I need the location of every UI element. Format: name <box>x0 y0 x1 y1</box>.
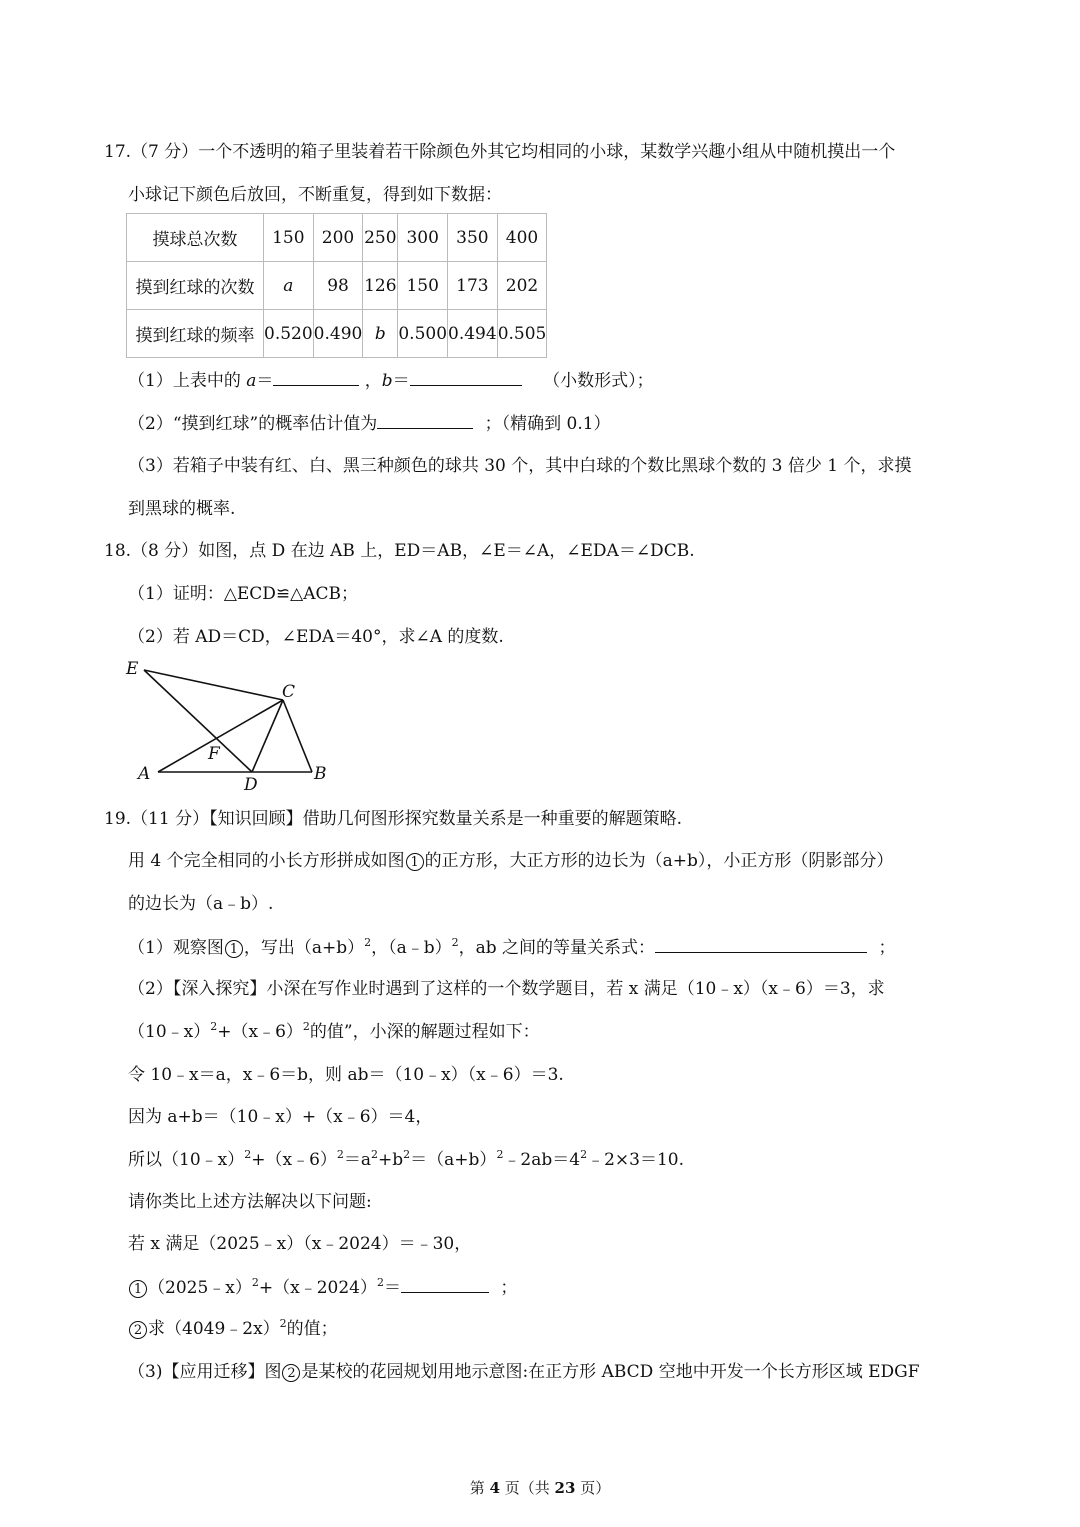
table-cell: 摸到红球的次数 <box>127 262 264 310</box>
q19-line8: 因为 a+b＝（10﹣x）+（x﹣6）＝4， <box>128 1107 433 1127</box>
q19-line3: 的边长为（a﹣b）. <box>128 894 274 914</box>
segment-DC <box>252 700 283 772</box>
q19-line14: （3)【应用迁移】图 2 是某校的花园规划用地示意图:在正方形 ABCD 空地中开发一个长方形区域 EDGF <box>128 1362 920 1382</box>
q17-part3-line1: （3）若箱子中装有红、白、黑三种颜色的球共 30 个，其中白球的个数比黑球个数的 3 倍少 1 个，求摸 <box>128 456 912 476</box>
table-cell: 350 <box>448 214 498 262</box>
table-cell: 200 <box>313 214 363 262</box>
q17-part3-line2: 到黑球的概率. <box>128 499 236 519</box>
table-cell: 0.494 <box>448 310 498 358</box>
answer-blank-probability[interactable] <box>377 412 473 429</box>
q19-line7: 令 10﹣x＝a，x﹣6＝b，则 ab＝（10﹣x）（x﹣6）＝3. <box>128 1065 564 1085</box>
table-cell: 0.490 <box>313 310 363 358</box>
q19-line9: 所以$(10﹣x)^2+(x﹣6)^2=a^2+b^2=(a+b)^2﹣2ab=4^2﹣2\times 3=10$. <box>128 1148 685 1170</box>
label-F: F <box>208 744 220 764</box>
q19-line5: （2）【深入探究】小深在写作业时遇到了这样的一个数学题目，若 x 满足（10﹣x）（x﹣6）＝3，求 <box>128 979 885 999</box>
table-cell: 0.500 <box>398 310 448 358</box>
table-cell: 0.505 <box>497 310 547 358</box>
answer-blank-b[interactable] <box>410 369 522 386</box>
q17-data-table <box>126 213 547 358</box>
circled-number: 2 <box>129 1321 147 1339</box>
q19-line6: （10﹣x）$^2$+（x﹣6）$^2$的值”，小深的解题过程如下： <box>128 1020 540 1042</box>
q19-line11: 若 x 满足（2025﹣x）（x﹣2024）＝﹣30， <box>128 1234 472 1254</box>
q17-part1: （1）上表中的 a＝ ，b＝ （小数形式）； <box>128 371 654 391</box>
table-cell: a <box>264 262 314 310</box>
label-B: B <box>314 764 327 784</box>
answer-blank-identity[interactable] <box>655 936 867 953</box>
segment-ED <box>144 670 252 772</box>
table-cell: 摸球总次数 <box>127 214 264 262</box>
q19-line12: 1 （2025﹣x）$^2$+（x﹣2024）$^2$＝ ； <box>128 1276 517 1299</box>
q18-stem: 18.（8 分）如图，点 D 在边 AB 上，ED＝AB，∠E＝∠A，∠EDA＝∠DCB. <box>104 541 695 561</box>
q19-line1: 19.（11 分）【知识回顾】借助几何图形探究数量关系是一种重要的解题策略. <box>104 809 682 829</box>
table-cell: 202 <box>497 262 547 310</box>
q19-line4: （1）观察图 1 ，写出$(a+b)^2$，（a﹣b）$^2$，ab 之间的等量关系式： ； <box>128 936 896 958</box>
table-cell: 150 <box>264 214 314 262</box>
table-cell: 126 <box>363 262 398 310</box>
q17-part2: （2）“摸到红球”的概率估计值为 ；（精确到 0.1） <box>128 414 611 434</box>
label-E: E <box>126 659 139 679</box>
segment-CB <box>283 700 312 772</box>
segment-AC <box>158 700 283 772</box>
table-row <box>127 262 547 310</box>
answer-blank-sum[interactable] <box>401 1276 489 1293</box>
label-C: C <box>282 682 296 702</box>
table-cell: 摸到红球的频率 <box>127 310 264 358</box>
page-footer: 第 4 页（共 23 页） <box>469 1479 611 1497</box>
q18-part1: （1）证明：△ECD≌△ACB； <box>128 584 359 604</box>
geometry-figure <box>120 658 340 793</box>
q17-stem-line1: 17.（7 分）一个不透明的箱子里装着若干除颜色外其它均相同的小球，某数学兴趣小组从中随机摸出一个 <box>104 142 896 162</box>
q17-stem-line2: 小球记下颜色后放回，不断重复，得到如下数据： <box>128 185 502 205</box>
table-row <box>127 310 547 358</box>
circled-number: 1 <box>406 853 424 871</box>
answer-blank-a[interactable] <box>273 369 359 386</box>
table-cell: 400 <box>497 214 547 262</box>
table-cell: 250 <box>363 214 398 262</box>
circled-number: 1 <box>129 1280 147 1298</box>
q19-line13: 2 求（4049﹣2x）$^2$的值； <box>128 1318 338 1340</box>
q19-line10: 请你类比上述方法解决以下问题: <box>128 1192 372 1212</box>
table-cell: 173 <box>448 262 498 310</box>
table-cell: 150 <box>398 262 448 310</box>
label-A: A <box>138 764 151 784</box>
table-cell: 0.520 <box>264 310 314 358</box>
circled-number: 1 <box>225 940 243 958</box>
segment-EC <box>144 670 283 700</box>
circled-number: 2 <box>282 1364 300 1382</box>
table-cell: 98 <box>313 262 363 310</box>
label-D: D <box>244 775 258 793</box>
table-cell: 300 <box>398 214 448 262</box>
table-row <box>127 214 547 262</box>
q18-part2: （2）若 AD＝CD，∠EDA＝40°，求∠A 的度数. <box>128 627 504 647</box>
table-cell: b <box>363 310 398 358</box>
q19-line2: 用 4 个完全相同的小长方形拼成如图 1 的正方形，大正方形的边长为（a+b），小正方形（阴影部分） <box>128 851 894 871</box>
